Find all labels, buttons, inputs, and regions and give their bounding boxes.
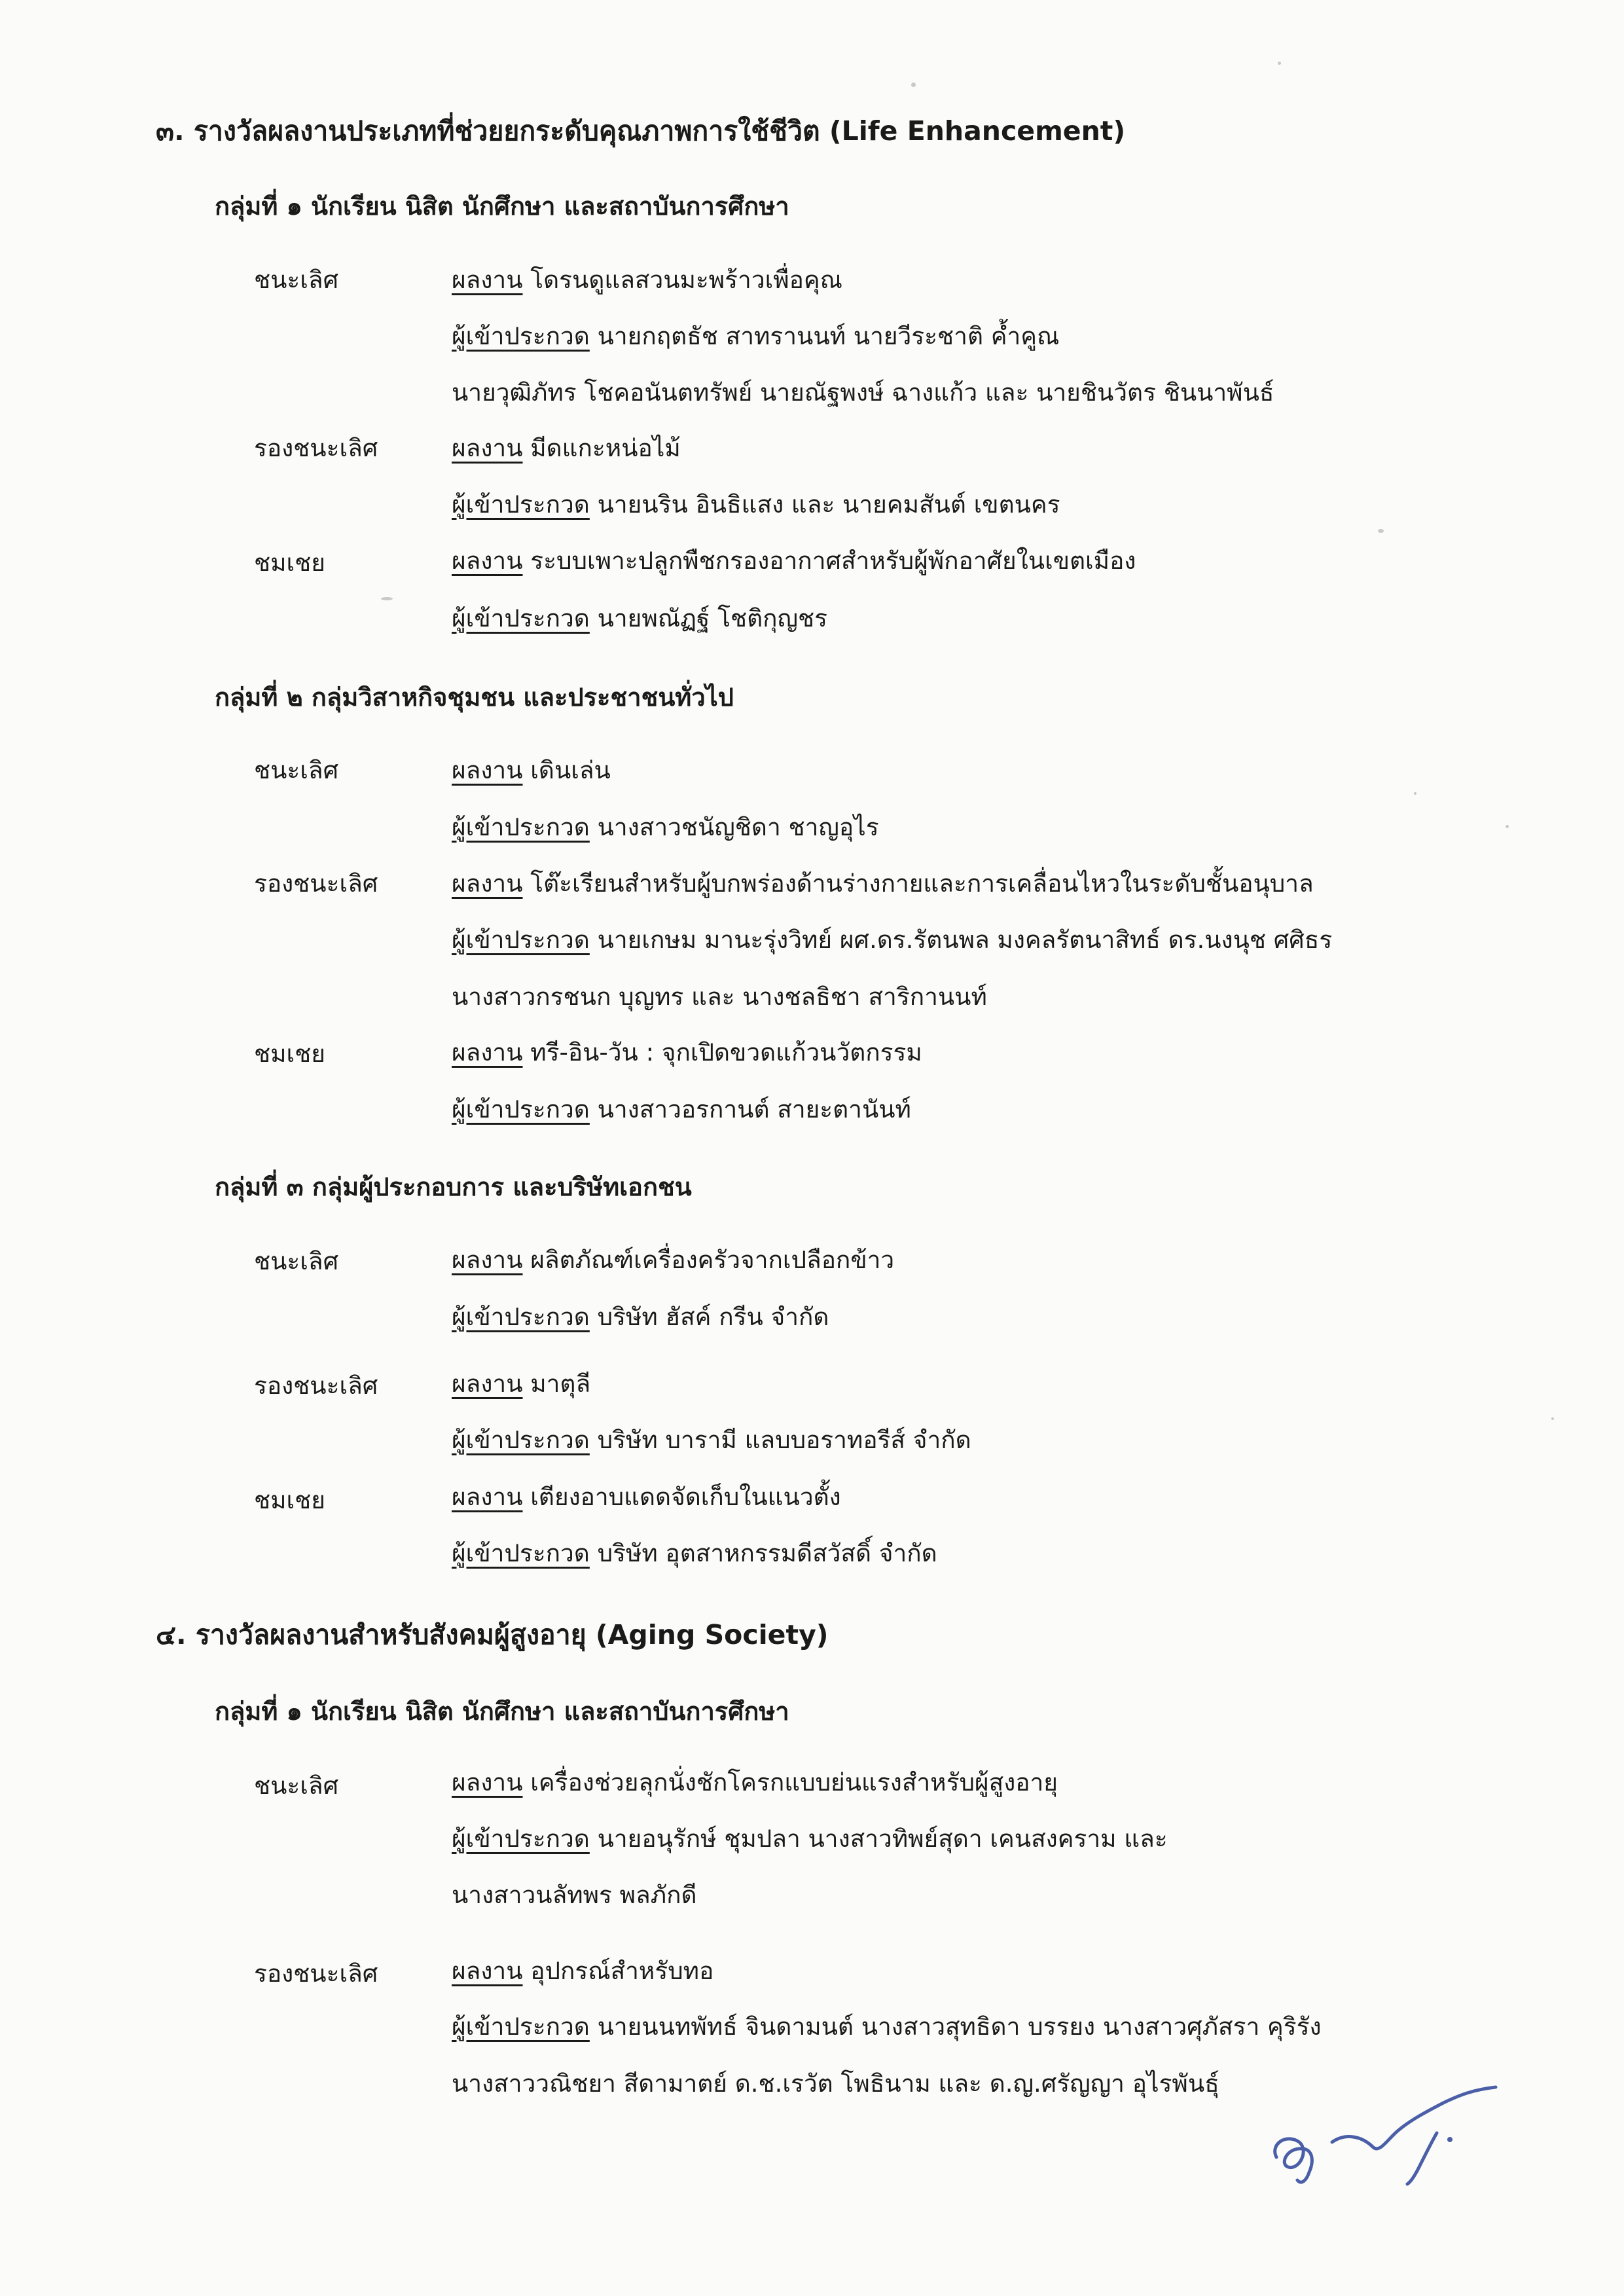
work-label: ผลงาน xyxy=(452,1483,523,1511)
work-line xyxy=(452,864,1314,903)
contestant-label: ผู้เข้าประกวด xyxy=(452,322,590,350)
contestant-line xyxy=(452,2007,1322,2046)
work-label: ผลงาน xyxy=(452,869,523,898)
work-title: อุปกรณ์สำหรับทอ xyxy=(530,1957,714,1985)
section-heading: ๔. รางวัลผลงานสำหรับสังคมผู้สูงอายุ (Aging Society) xyxy=(156,1619,829,1650)
contestant-names: บริษัท ฮัสค์ กรีน จำกัด xyxy=(597,1303,829,1331)
contestant-label: ผู้เข้าประกวด xyxy=(452,1426,590,1454)
contestant-line xyxy=(452,485,1060,524)
work-title: เครื่องช่วยลุกนั่งชักโครกแบบย่นแรงสำหรับผู้สูงอายุ xyxy=(530,1768,1058,1796)
contestant-names: นางสาวอรกานต์ สายะตานันท์ xyxy=(597,1095,911,1123)
work-title: มาตุลี xyxy=(530,1370,591,1398)
work-line xyxy=(452,1478,841,1516)
work-label: ผลงาน xyxy=(452,1038,523,1066)
scan-speck xyxy=(1378,529,1384,533)
work-label: ผลงาน xyxy=(452,1370,523,1398)
award-rank: รองชนะเลิศ xyxy=(254,434,378,462)
award-rank: รองชนะเลิศ xyxy=(254,869,378,898)
work-label: ผลงาน xyxy=(452,547,523,575)
contestant-names: นายอนุรักษ์ ชุมปลา นางสาวทิพย์สุดา เคนสงคราม และ xyxy=(597,1825,1168,1853)
contestant-continuation: นางสาวกรชนก บุญทร และ นางชลธิชา สาริกานนท์ xyxy=(452,983,987,1011)
work-label: ผลงาน xyxy=(452,1957,523,1985)
contestant-label: ผู้เข้าประกวด xyxy=(452,2013,590,2041)
section-heading: ๓. รางวัลผลงานประเภทที่ช่วยยกระดับคุณภาพการใช้ชีวิต (Life Enhancement) xyxy=(156,115,1126,147)
contestant-names: นายพณัฏฐ์ โชติกุญชร xyxy=(597,604,828,632)
work-title: มีดแกะหน่อไม้ xyxy=(530,434,681,462)
work-title: โต๊ะเรียนสำหรับผู้บกพร่องด้านร่างกายและการเคลื่อนไหวในระดับชั้นอนุบาล xyxy=(530,869,1314,898)
contestant-line xyxy=(452,808,879,847)
contestant-names: บริษัท อุตสาหกรรมดีสวัสดิ์ จำกัด xyxy=(597,1539,937,1567)
work-line xyxy=(452,1241,894,1279)
work-title: เตียงอาบแดดจัดเก็บในแนวตั้ง xyxy=(530,1483,841,1511)
work-line xyxy=(452,429,681,467)
contestant-label: ผู้เข้าประกวด xyxy=(452,1825,590,1853)
contestant-names: นายเกษม มานะรุ่งวิทย์ ผศ.ดร.รัตนพล มงคลรัตนาสิทธ์ ดร.นงนุช ศศิธร xyxy=(597,926,1333,954)
award-rank: ชมเชย xyxy=(254,1040,325,1068)
contestant-continuation: นางสาววณิชยา สีดามาตย์ ด.ช.เรวัต โพธินาม และ ด.ญ.ศรัญญา อุไรพันธุ์ xyxy=(452,2069,1219,2098)
work-label: ผลงาน xyxy=(452,266,523,294)
contestant-line xyxy=(452,1298,829,1336)
work-line xyxy=(452,1033,922,1072)
contestant-label: ผู้เข้าประกวด xyxy=(452,490,590,519)
scan-speck xyxy=(1506,825,1509,828)
contestant-line xyxy=(452,1534,937,1573)
work-title: เดินเล่น xyxy=(530,756,611,784)
work-label: ผลงาน xyxy=(452,1768,523,1796)
contestant-label: ผู้เข้าประกวด xyxy=(452,1303,590,1331)
contestant-continuation: นายวุฒิภัทร โชคอนันตทรัพย์ นายณัฐพงษ์ ฉางแก้ว และ นายชินวัตร ชินนาพันธ์ xyxy=(452,378,1274,407)
contestant-continuation: นางสาวนลัทพร พลภักดี xyxy=(452,1881,697,1909)
contestant-line xyxy=(452,317,1059,355)
group-heading: กลุ่มที่ ๑ นักเรียน นิสิต นักศึกษา และสถาบันการศึกษา xyxy=(215,1697,789,1726)
award-rank: ชนะเลิศ xyxy=(254,1247,339,1275)
work-line xyxy=(452,261,842,299)
group-heading: กลุ่มที่ ๑ นักเรียน นิสิต นักศึกษา และสถาบันการศึกษา xyxy=(215,192,789,221)
contestant-label: ผู้เข้าประกวด xyxy=(452,926,590,954)
scan-speck xyxy=(1414,792,1416,795)
contestant-line xyxy=(452,1819,1168,1858)
work-line xyxy=(452,541,1136,580)
award-rank: ชมเชย xyxy=(254,1486,325,1514)
work-title: โดรนดูแลสวนมะพร้าวเพื่อคุณ xyxy=(530,266,842,294)
contestant-names: นางสาวชนัญชิดา ชาญอุไร xyxy=(597,813,879,841)
group-heading: กลุ่มที่ ๒ กลุ่มวิสาหกิจชุมชน และประชาชนทั่วไป xyxy=(215,683,734,712)
contestant-names: บริษัท บารามี แลบบอราทอรีส์ จำกัด xyxy=(597,1426,971,1454)
contestant-line xyxy=(452,1421,971,1459)
scan-speck xyxy=(911,82,916,87)
award-rank: ชมเชย xyxy=(254,549,325,577)
work-line xyxy=(452,1763,1058,1802)
work-label: ผลงาน xyxy=(452,756,523,784)
award-rank: รองชนะเลิศ xyxy=(254,1959,378,1988)
scan-speck xyxy=(381,597,393,600)
contestant-label: ผู้เข้าประกวด xyxy=(452,1095,590,1123)
work-line xyxy=(452,751,611,790)
contestant-names: นายนริน อินธิแสง และ นายคมสันต์ เขตนคร xyxy=(597,490,1060,519)
contestant-line xyxy=(452,1090,911,1129)
award-rank: ชนะเลิศ xyxy=(254,266,339,294)
signature-icon xyxy=(1263,2056,1512,2193)
scan-speck xyxy=(1278,62,1281,65)
contestant-names: นายกฤตธัช สาทรานนท์ นายวีระชาติ ค้ำคูณ xyxy=(597,322,1060,350)
work-title: ระบบเพาะปลูกพืชกรองอากาศสำหรับผู้พักอาศัยในเขตเมือง xyxy=(530,547,1136,575)
work-label: ผลงาน xyxy=(452,1246,523,1274)
work-title: ทรี-อิน-วัน : จุกเปิดขวดแก้วนวัตกรรม xyxy=(530,1038,922,1066)
group-heading: กลุ่มที่ ๓ กลุ่มผู้ประกอบการ และบริษัทเอกชน xyxy=(215,1173,692,1201)
contestant-label: ผู้เข้าประกวด xyxy=(452,813,590,841)
work-title: ผลิตภัณฑ์เครื่องครัวจากเปลือกข้าว xyxy=(530,1246,895,1274)
work-line xyxy=(452,1952,713,1990)
award-rank: ชนะเลิศ xyxy=(254,1772,339,1800)
contestant-label: ผู้เข้าประกวด xyxy=(452,1539,590,1567)
work-line xyxy=(452,1364,590,1403)
work-label: ผลงาน xyxy=(452,434,523,462)
scan-speck xyxy=(1551,1417,1554,1420)
award-rank: รองชนะเลิศ xyxy=(254,1372,378,1400)
award-rank: ชนะเลิศ xyxy=(254,756,339,784)
contestant-names: นายนนทพัทธ์ จินดามนต์ นางสาวสุทธิดา บรรยง นางสาวศุภัสรา คุริรัง xyxy=(597,2013,1322,2041)
contestant-label: ผู้เข้าประกวด xyxy=(452,604,590,632)
contestant-line xyxy=(452,599,827,638)
contestant-line xyxy=(452,920,1332,959)
